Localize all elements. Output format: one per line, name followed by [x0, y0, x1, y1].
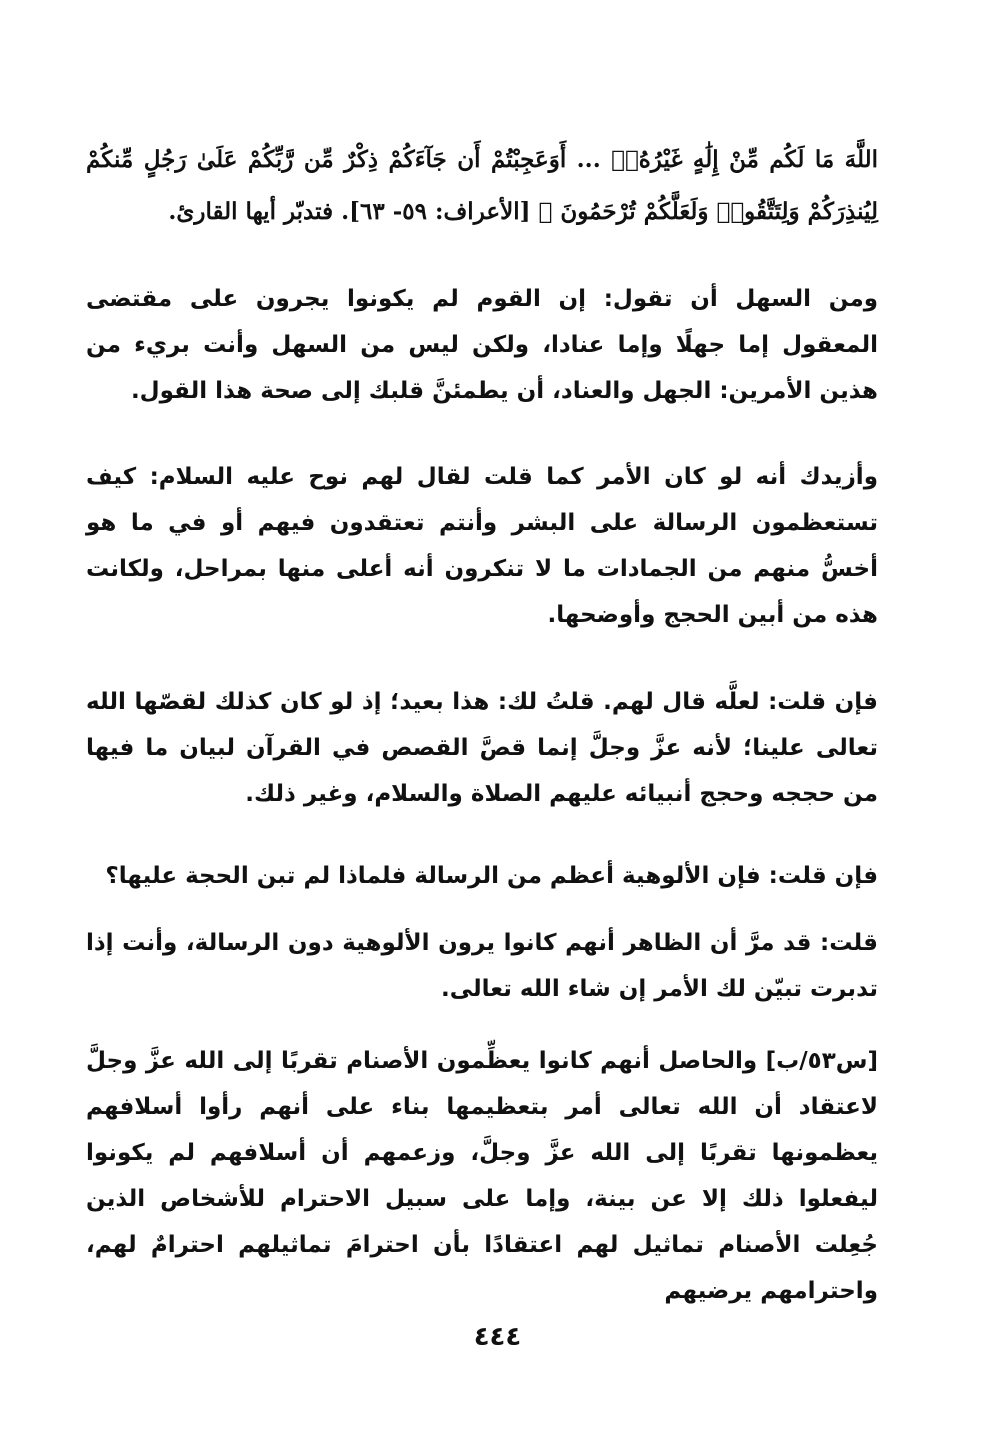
page-number: ٤٤٤ — [473, 1322, 522, 1352]
paragraph-4: فإن قلت: فإن الألوهية أعظم من الرسالة فلماذا لم تبن الحجة عليها؟ — [105, 863, 878, 889]
paragraph-1: ومن السهل أن تقول: إن القوم لم يكونوا يجرون على مقتضى المعقول إما جهلًا وإما عنادا، ولكن ليس من السهل وأنت بريء من هذين الأمرين: الجهل والعناد، أن يطمئنَّ قلبك إلى صحة هذا القول. — [86, 286, 878, 404]
paragraph-5: قلت: قد مرَّ أن الظاهر أنهم كانوا يرون الألوهية دون الرسالة، وأنت إذا تدبرت تبيّن لك الأمر إن شاء الله تعالى. — [86, 930, 878, 1002]
quran-verse-continuation: اللَّهَ مَا لَكُم مِّنْ إِلَٰهٍ غَيْرُهُۥٓ ... أَوَعَجِبْتُمْ أَن جَآءَكُمْ ذِكْرٌ مِّن رَّبِّكُمْ عَلَىٰ رَجُلٍ مِّنكُمْ لِيُنذِرَكُمْ وَلِتَتَّقُوا۟ وَلَعَلَّكُمْ تُرْحَمُونَ ﴾ [الأعراف: ٥٩- ٦٣]. فتدبّر أيها القارئ. — [86, 146, 878, 225]
paragraph-6: [س٥٣/ب] والحاصل أنهم كانوا يعظِّمون الأصنام تقربًا إلى الله عزَّ وجلَّ لاعتقاد أن الله تعالى أمر بتعظيمها بناء على أنهم رأوا أسلافهم يعظمونها تقربًا إلى الله عزَّ وجلَّ، وزعمهم أن أسلافهم لم يكونوا ليفعلوا ذلك إلا عن بينة، وإما على سبيل الاحترام للأشخاص الذين جُعِلت الأصنام تماثيل لهم اعتقادًا بأن احترامَ تماثيلهم احترامٌ لهم، واحترامهم يرضيهم — [86, 1048, 878, 1304]
paragraph-3: فإن قلت: لعلَّه قال لهم. قلتُ لك: هذا بعيد؛ إذ لو كان كذلك لقصّها الله تعالى علينا؛ لأنه عزَّ وجلَّ إنما قصَّ القصص في القرآن لبيان ما فيها من حججه وحجج أنبيائه عليهم الصلاة والسلام، وغير ذلك. — [86, 689, 878, 807]
paragraph-2: وأزيدك أنه لو كان الأمر كما قلت لقال لهم نوح عليه السلام: كيف تستعظمون الرسالة على البشر وأنتم تعتقدون فيهم أو في ما هو أخسُّ منهم من الجمادات ما لا تنكرون أنه أعلى منها بمراحل، ولكانت هذه من أبين الحجج وأوضحها. — [86, 464, 878, 628]
